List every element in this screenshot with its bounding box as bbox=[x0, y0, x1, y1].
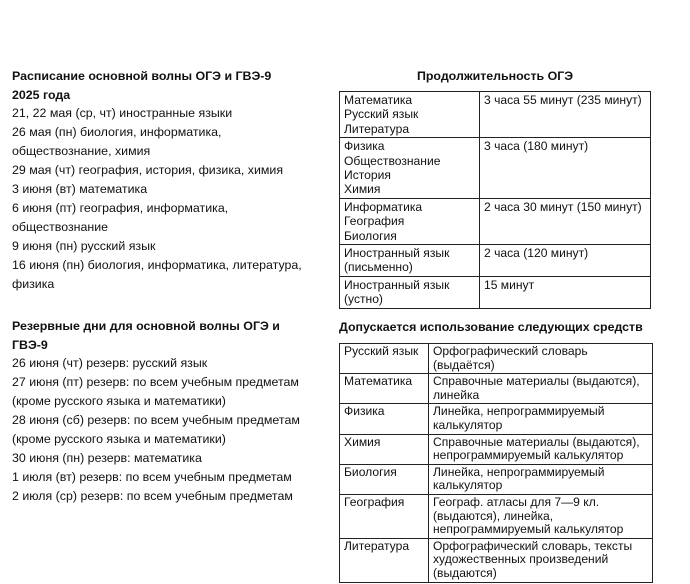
tools-cell bbox=[429, 434, 653, 464]
tool-text: Орфографический словарь, тексты bbox=[433, 538, 633, 553]
schedule-line: обществознание bbox=[12, 220, 109, 234]
subjects-cell bbox=[340, 198, 480, 244]
subject-cell: Литература bbox=[340, 538, 429, 582]
reserve-line: (кроме русского языка и математики) bbox=[12, 432, 226, 446]
subject-name: География bbox=[344, 214, 405, 229]
schedule-line: 6 июня (пт) география, информатика, bbox=[12, 201, 229, 215]
duration-title: Продолжительность ОГЭ bbox=[416, 69, 574, 83]
tool-text: Орфографический словарь (выдаётся) bbox=[433, 344, 588, 372]
table-row bbox=[340, 198, 651, 244]
reserve-line: 1 июля (вт) резерв: по всем учебным предметам bbox=[12, 470, 292, 484]
schedule-line: обществознание, химия bbox=[12, 144, 151, 158]
subject-name: Химия bbox=[344, 182, 381, 197]
reserve-line: 27 июня (пт) резерв: по всем учебным предметам bbox=[12, 375, 299, 389]
table-row bbox=[340, 374, 653, 404]
reserve-line: (кроме русского языка и математики) bbox=[12, 394, 226, 408]
reserve-line: 26 июня (чт) резерв: русский язык bbox=[12, 356, 208, 370]
subject-name: Иностранный язык bbox=[344, 246, 450, 261]
subject-name: (письменно) bbox=[344, 260, 413, 275]
subject-name: Биология bbox=[344, 228, 397, 243]
schedule-line: физика bbox=[12, 277, 55, 291]
subjects-cell bbox=[340, 276, 480, 308]
schedule-line: 29 мая (чт) география, история, физика, химия bbox=[12, 163, 284, 177]
subject-name: Информатика bbox=[344, 199, 423, 214]
table-row bbox=[340, 494, 653, 538]
tool-text: (выдаются), линейка, bbox=[433, 508, 554, 523]
subject-name: Иностранный язык bbox=[344, 277, 450, 292]
table-row bbox=[340, 92, 651, 138]
tool-text: непрограммируемый калькулятор bbox=[433, 448, 624, 463]
subject-name: Литература bbox=[344, 121, 410, 136]
duration-cell: 3 часа (180 минут) bbox=[480, 138, 651, 199]
tool-text: линейка bbox=[433, 387, 480, 402]
table-row bbox=[340, 276, 651, 308]
tool-text: художественных произведений bbox=[433, 552, 609, 567]
tool-text: непрограммируемый калькулятор bbox=[433, 522, 624, 537]
reserve-line: 28 июня (сб) резерв: по всем учебным предметам bbox=[12, 413, 300, 427]
subject-name: Обществознание bbox=[344, 153, 441, 168]
subject-name: История bbox=[344, 168, 391, 183]
subject-cell: Биология bbox=[340, 464, 429, 494]
subject-name: (устно) bbox=[344, 292, 383, 307]
tools-title: Допускается использование следующих средств bbox=[339, 320, 643, 334]
subjects-cell bbox=[340, 92, 480, 138]
table-row bbox=[340, 344, 653, 374]
tools-cell bbox=[429, 538, 653, 582]
table-row bbox=[340, 464, 653, 494]
table-row bbox=[340, 404, 653, 434]
schedule-line: 3 июня (вт) математика bbox=[12, 182, 148, 196]
tool-text: Справочные материалы (выдаются), bbox=[433, 374, 640, 389]
subject-name: Русский язык bbox=[344, 107, 419, 122]
tool-text: калькулятор bbox=[433, 417, 503, 432]
duration-cell: 15 минут bbox=[480, 276, 651, 308]
subjects-cell bbox=[340, 245, 480, 277]
duration-cell: 3 часа 55 минут (235 минут) bbox=[480, 92, 651, 138]
tool-text: Линейка, непрограммируемый bbox=[433, 404, 605, 419]
tools-cell bbox=[429, 374, 653, 404]
reserve-line: 30 июня (пн) резерв: математика bbox=[12, 451, 202, 465]
reserve-title-line2: ГВЭ-9 bbox=[12, 337, 48, 352]
table-row bbox=[340, 538, 653, 582]
tool-text: Линейка, непрограммируемый bbox=[433, 464, 605, 479]
schedule-title-line2: 2025 года bbox=[12, 87, 71, 102]
tool-text: калькулятор bbox=[433, 478, 503, 493]
subject-cell: Физика bbox=[340, 404, 429, 434]
tools-cell bbox=[429, 494, 653, 538]
tools-cell bbox=[429, 404, 653, 434]
tool-text: Справочные материалы (выдаются), bbox=[433, 434, 640, 449]
subject-cell: География bbox=[340, 494, 429, 538]
reserve-line: 2 июля (ср) резерв: по всем учебным предметам bbox=[12, 489, 293, 503]
schedule-section bbox=[12, 67, 330, 506]
subject-cell: Математика bbox=[340, 374, 429, 404]
subject-name: Физика bbox=[344, 139, 385, 154]
subject-cell: Химия bbox=[340, 434, 429, 464]
duration-cell: 2 часа 30 минут (150 минут) bbox=[480, 198, 651, 244]
table-row bbox=[340, 434, 653, 464]
schedule-line: 9 июня (пн) русский язык bbox=[12, 239, 156, 253]
schedule-line: 26 мая (пн) биология, информатика, bbox=[12, 125, 222, 139]
tool-text: Географ. атласы для 7—9 кл. bbox=[433, 494, 600, 509]
schedule-title-line1: Расписание основной волны ОГЭ и ГВЭ-9 bbox=[12, 69, 272, 83]
tools-cell bbox=[429, 344, 653, 374]
table-row bbox=[340, 245, 651, 277]
subjects-cell bbox=[340, 138, 480, 199]
schedule-line: 21, 22 мая (ср, чт) иностранные языки bbox=[12, 106, 233, 120]
tool-text: (выдаются) bbox=[433, 565, 497, 580]
duration-cell: 2 часа (120 минут) bbox=[480, 245, 651, 277]
subject-cell: Русский язык bbox=[340, 344, 429, 374]
tools-table bbox=[339, 343, 653, 583]
schedule-line: 16 июня (пн) биология, информатика, литература, bbox=[12, 258, 302, 272]
subject-name: Математика bbox=[344, 93, 413, 107]
duration-table bbox=[339, 91, 651, 309]
reserve-title-line1: Резервные дни для основной волны ОГЭ и bbox=[12, 319, 280, 333]
tools-cell bbox=[429, 464, 653, 494]
table-row bbox=[340, 138, 651, 199]
